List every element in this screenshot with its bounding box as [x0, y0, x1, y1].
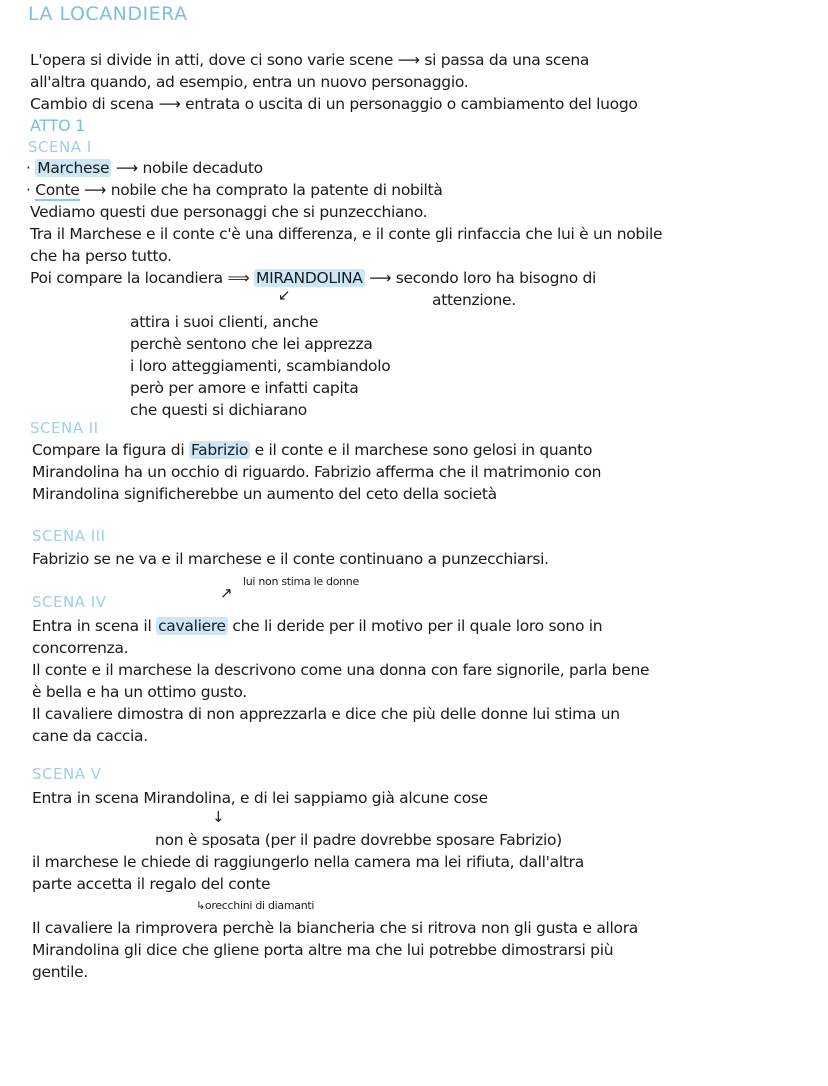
cavaliere-highlight: cavaliere — [158, 617, 226, 635]
scene-1-heading: SCENA I — [28, 138, 92, 156]
page-title: LA LOCANDIERA — [28, 3, 188, 25]
scene-4-line-4: è bella e ha un ottimo gusto. — [32, 683, 247, 701]
scene-4-line-1-post: che li deride per il motivo per il quale loro sono in — [227, 617, 603, 635]
scene-4-heading: SCENA IV — [32, 593, 107, 611]
scene-2-line-2: Mirandolina ha un occhio di riguardo. Fabrizio afferma che il matrimonio con — [32, 463, 602, 481]
intro-line-1: L'opera si divide in atti, dove ci sono varie scene ⟶ si passa da una scena — [30, 51, 590, 69]
scene-5-line-4: parte accetta il regalo del conte — [32, 875, 271, 893]
scene-1-conte-line: · Conte ⟶ nobile che ha comprato la patente di nobiltà — [26, 181, 443, 199]
down-left-arrow-icon: ↙ — [278, 286, 291, 304]
scene-1-indent-1: attira i suoi clienti, anche — [130, 313, 319, 331]
scene-4-line-1-pre: Entra in scena il — [32, 617, 157, 635]
scene-1-line-6 — [30, 268, 596, 288]
scene-2-line-1 — [32, 440, 592, 460]
scene-5-line-6: Il cavaliere la rimprovera perchè la biancheria che si ritrova non gli gusta e allora — [32, 919, 639, 937]
scene-1-line-6-pre: Poi compare la locandiera ⟹ — [30, 269, 255, 287]
scene-4-line-1 — [32, 616, 602, 636]
scene-4-line-2: concorrenza. — [32, 639, 129, 657]
scene-3-line-1: Fabrizio se ne va e il marchese e il conte continuano a punzecchiarsi. — [32, 550, 549, 568]
marchese-highlight: Marchese — [37, 159, 110, 177]
scene-3-heading: SCENA III — [32, 527, 106, 545]
mirandolina-highlight: MIRANDOLINA — [256, 269, 363, 287]
scene-4-line-3: Il conte e il marchese la descrivono come una donna con fare signorile, parla bene — [32, 661, 650, 679]
scene-1-indent-3: i loro atteggiamenti, scambiandolo — [130, 357, 391, 375]
curved-arrow-icon: ↗ — [220, 584, 233, 602]
act-heading: ATTO 1 — [30, 116, 86, 135]
scene-5-line-8: gentile. — [32, 963, 88, 981]
scene-1-line-5: che ha perso tutto. — [30, 247, 172, 265]
scene-1-indent-2: perchè sentono che lei apprezza — [130, 335, 373, 353]
scene-1-line-7: attenzione. — [432, 291, 516, 309]
scene-2-line-1-pre: Compare la figura di — [32, 441, 189, 459]
scene-2-line-1-post: e il conte e il marchese sono gelosi in quanto — [250, 441, 593, 459]
fabrizio-highlight: Fabrizio — [190, 441, 249, 459]
scene-4-line-5: Il cavaliere dimostra di non apprezzarla e dice che più delle donne lui stima un — [32, 705, 620, 723]
scene-1-indent-4: però per amore e infatti capita — [130, 379, 359, 397]
scene-5-line-5 — [196, 896, 314, 916]
scene-5-line-1: Entra in scena Mirandolina, e di lei sappiamo già alcune cose — [32, 789, 488, 807]
scene-2-line-3: Mirandolina significherebbe un aumento del ceto della società — [32, 485, 497, 503]
scene-1-marchese-line: · Marchese ⟶ nobile decaduto — [26, 159, 263, 177]
down-arrow-icon: ↓ — [212, 808, 225, 826]
scene-5-line-2: non è sposata (per il padre dovrebbe sposare Fabrizio) — [155, 831, 562, 849]
intro-line-3: Cambio di scena ⟶ entrata o uscita di un personaggio o cambiamento del luogo — [30, 95, 638, 113]
scene-1-indent-5: che questi si dichiarano — [130, 401, 307, 419]
conte-underlined: Conte — [35, 181, 80, 199]
scene-5-line-5-text: orecchini di diamanti — [204, 899, 315, 912]
scene-4-note: lui non stima le donne — [243, 575, 359, 588]
intro-line-2: all'altra quando, ad esempio, entra un nuovo personaggio. — [30, 73, 469, 91]
scene-5-line-7: Mirandolina gli dice che gliene porta altre ma che lui potrebbe dimostrarsi più — [32, 941, 614, 959]
scene-4-line-6: cane da caccia. — [32, 727, 148, 745]
scene-5-line-3: il marchese le chiede di raggiungerlo nella camera ma lei rifiuta, dall'altra — [32, 853, 584, 871]
scene-2-heading: SCENA II — [30, 419, 99, 437]
scene-1-line-4: Tra il Marchese e il conte c'è una differenza, e il conte gli rinfaccia che lui è un nobile — [30, 225, 663, 243]
scene-1-line-3: Vediamo questi due personaggi che si punzecchiano. — [30, 203, 428, 221]
marchese-definition: ⟶ nobile decaduto — [111, 159, 263, 177]
scene-1-line-6-post: ⟶ secondo loro ha bisogno di — [364, 269, 597, 287]
scene-5-heading: SCENA V — [32, 765, 102, 783]
hook-arrow-icon: ↳ — [196, 899, 205, 912]
conte-definition: ⟶ nobile che ha comprato la patente di nobiltà — [79, 181, 443, 199]
